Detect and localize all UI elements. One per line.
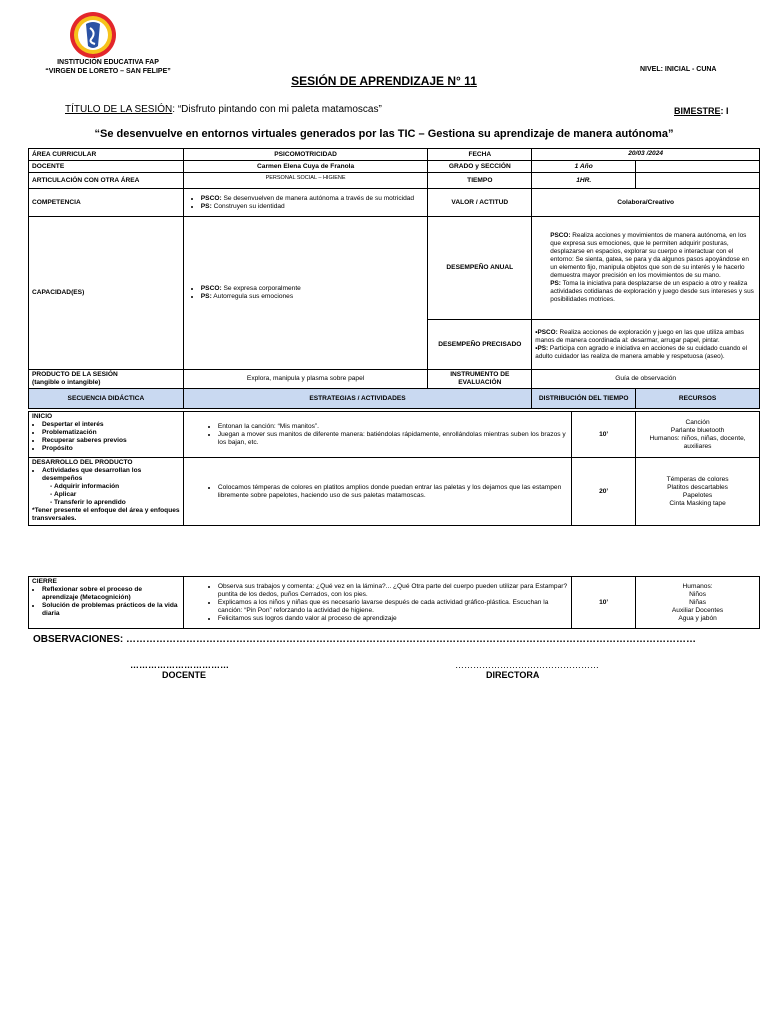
session-title-label: TÍTULO DE LA SESIÓN (65, 104, 173, 115)
area-label: ÁREA CURRICULAR (29, 149, 184, 161)
grado-value: 1 Año (532, 161, 636, 173)
articulacion-label: ARTICULACIÓN CON OTRA ÁREA (29, 173, 184, 189)
tiempo-label: TIEMPO (428, 173, 532, 189)
competencia-label: COMPETENCIA (29, 189, 184, 217)
producto-label: PRODUCTO DE LA SESIÓN (tangible o intangible) (29, 370, 184, 389)
desempeno-anual-label: DESEMPEÑO ANUAL (428, 217, 532, 320)
activity-item: • Observa sus trabajos y comenta: ¿Qué vez en la lámina?... ¿Qué Otra parte del cuerpo pueden utilizar para Estampar? puntita de los dedos, puños Cerrados, con los pies. (218, 583, 568, 599)
desarrollo-activities (183, 458, 571, 526)
valor-value: Colabora/Creativo (532, 189, 760, 217)
desarrollo-subitem: - Adquirir información (54, 483, 180, 491)
cierre-time: 10’ (572, 577, 636, 629)
activity-item: • Explicamos a los niños y niñas que es necesario lavarse después de cada actividad gráfico-plástica. Escuchan la canción: “Pin Pon” reforzando la actividad de higiene. (218, 599, 568, 615)
cierre-table (28, 576, 760, 629)
competencia-item: • PS: Construyen su identidad (201, 203, 425, 211)
cierre-cell (29, 577, 184, 629)
col-recursos: RECURSOS (636, 389, 760, 409)
inicio-cell (29, 412, 184, 458)
cierre-item: • Solución de problemas prácticos de la vida diaria (42, 602, 180, 618)
session-title-value: : “Disfruto pintando con mi paleta matamoscas” (172, 104, 382, 115)
capacidad-item: • PSCO: Se expresa corporalmente (201, 285, 425, 293)
observaciones: OBSERVACIONES: ……………………………………………………………………………………………………………………………………………………… (33, 634, 696, 645)
instrumento-label: INSTRUMENTO DE EVALUACIÓN (428, 370, 532, 389)
fecha-label: FECHA (428, 149, 532, 161)
desarrollo-title: DESARROLLO DEL PRODUCTO (32, 459, 133, 466)
cierre-title: CIERRE (32, 578, 57, 585)
inicio-item: • Propósito (42, 445, 180, 453)
inicio-activities (183, 412, 571, 458)
session-info-table (28, 148, 760, 409)
capacidad-list (183, 217, 428, 370)
fecha-value: 20/03 /2024 (532, 149, 760, 161)
desarrollo-subitem: - Transferir lo aprendido (54, 499, 180, 507)
institution-line2: “VIRGEN DE LORETO – SAN FELIPE” (45, 68, 171, 75)
bimestre-label: BIMESTRE (674, 106, 721, 116)
desarrollo-cell (29, 458, 184, 526)
desarrollo-note: *Tener presente el enfoque del área y enfoques transversales. (32, 507, 180, 522)
inicio-time: 10’ (572, 412, 636, 458)
activity-item: • Entonan la canción: “Mis manitos”. (218, 423, 568, 431)
valor-label: VALOR / ACTITUD (428, 189, 532, 217)
competencia-heading: “Se desenvuelve en entornos virtuales generados por las TIC – Gestiona su aprendizaje de manera autónoma” (94, 128, 674, 140)
cierre-activities (183, 577, 571, 629)
cierre-resources: Humanos: Niños Niñas Auxiliar Docentes Agua y jabón (636, 577, 760, 629)
inicio-item: • Problematización (42, 429, 180, 437)
col-secuencia: SECUENCIA DIDÁCTICA (29, 389, 184, 409)
desempeno-anual-value: PSCO: Realiza acciones y movimientos de manera autónoma, en los que expresa sus emociones, que le permiten adquirir posturas, desplazarse en espacios, explorar su cuerpo e interactuar con el entorno: Se sienta, gatea, se para y da algunos pasos apoyándose en un elemento fijo, manipula objetos que son de su interés y le hacerlo demuestra mayor precisión en los movimientos de su mano. PS: Toma la iniciativa para desplazarse de un espacio a otro y realiza actividades cotidianas de exploración y juego desde sus intereses y sus posibilidades motrices. (532, 217, 760, 320)
desempeno-precisado-label: DESEMPEÑO PRECISADO (428, 320, 532, 370)
competencia-list (183, 189, 428, 217)
docente-label: DOCENTE (29, 161, 184, 173)
desarrollo-subitem: - Aplicar (54, 491, 180, 499)
activity-item: • Felicitamos sus logros dando valor al proceso de aprendizaje (218, 615, 568, 623)
col-distribucion: DISTRIBUCIÓN DEL TIEMPO (532, 389, 636, 409)
inicio-resources: Canción Parlante bluetooth Humanos: niños, niñas, docente, auxiliares (636, 412, 760, 458)
articulacion-value: PERSONAL SOCIAL – HIGIENE (183, 173, 428, 189)
desarrollo-item: • Actividades que desarrollan los desempeños (42, 467, 180, 483)
inicio-title: INICIO (32, 413, 53, 420)
session-title (65, 104, 382, 115)
instrumento-value: Guía de observación (532, 370, 760, 389)
capacidad-label: CAPACIDAD(ES) (29, 217, 184, 370)
school-crest-logo (68, 10, 118, 60)
signature-line-docente: …………………………… (130, 660, 229, 670)
desarrollo-resources: Témperas de colores Platitos descartables Papelotes Cinta Masking tape (636, 458, 760, 526)
tiempo-value: 1HR. (532, 173, 636, 189)
desempeno-precisado-value: •PSCO: Realiza acciones de exploración y juego en las que utiliza ambas manos de manera coordinada al: desarmar, arrugar papel, pintar. •PS: Participa con agrado e iniciativa en acciones de su cuidado cuando el adulto cuidador las realiza de manera amable y respetuosa (aseo). (532, 320, 760, 370)
desarrollo-time: 20’ (572, 458, 636, 526)
col-estrategias: ESTRATEGIAS / ACTIVIDADES (183, 389, 531, 409)
docente-signature-label: DOCENTE (162, 670, 207, 680)
institution-line1: INSTITUCIÓN EDUCATIVA FAP (57, 59, 159, 66)
grado-label: GRADO y SECCIÓN (428, 161, 532, 173)
nivel-label: NIVEL: INICIAL - CUNA (640, 66, 717, 73)
bimestre-value: : I (720, 106, 729, 116)
activity-item: • Colocamos témperas de colores en platitos amplios donde puedan entrar las paletas y los dejamos que las estampen libremente sobre papelotes, haciendo uso de sus paletas matamoscas. (218, 484, 568, 500)
directora-signature-label: DIRECTORA (486, 670, 540, 680)
signature-line-directora: ………………………………………… (455, 660, 599, 670)
area-value: PSICOMOTRICIDAD (183, 149, 428, 161)
producto-value: Explora, manipula y plasma sobre papel (183, 370, 428, 389)
secuencia-table (28, 411, 760, 526)
inicio-item: • Despertar el interés (42, 421, 180, 429)
docente-value: Carmen Elena Cuya de Franola (183, 161, 428, 173)
cierre-item: • Reflexionar sobre el proceso de aprendizaje (Metacognición) (42, 586, 180, 602)
activity-item: • Juegan a mover sus manitos de diferente manera: batiéndolas rápidamente, enrollándolas mientras suben los brazos y los bajan, etc. (218, 431, 568, 447)
capacidad-item: • PS: Autorregula sus emociones (201, 293, 425, 301)
inicio-item: • Recuperar saberes previos (42, 437, 180, 445)
bimestre (674, 106, 729, 116)
competencia-item: • PSCO: Se desenvuelven de manera autónoma a través de su motricidad (201, 195, 425, 203)
page-title: SESIÓN DE APRENDIZAJE N° 11 (291, 74, 477, 88)
